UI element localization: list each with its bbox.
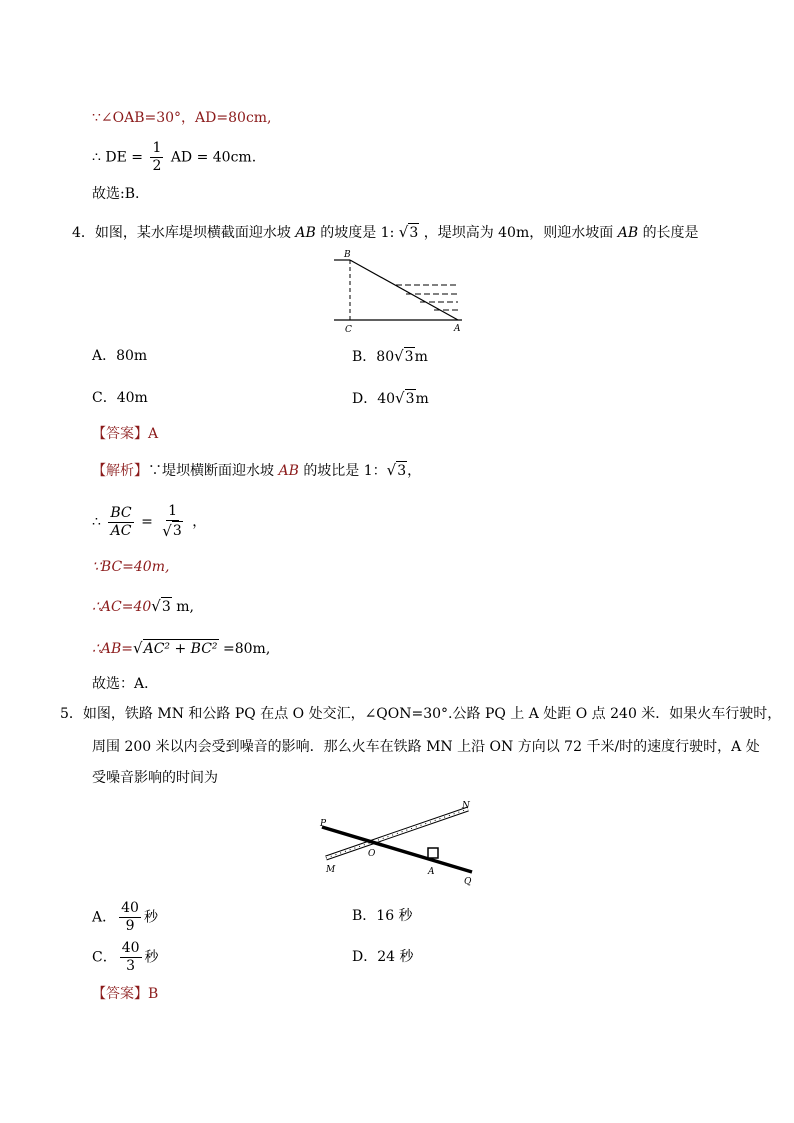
q4-ab-radicand: AC² + BC² [143,641,218,657]
therefore-symbol: ∴ [92,514,101,530]
q4-option-b-sqrt: √ 3 [394,347,414,365]
q4-analysis-line1 [92,460,421,481]
q5-line1: 5．如图，铁路 MN 和公路 PQ 在点 O 处交汇，∠QON=30°.公路 PQ 上 A 处距 O 点 240 米．如果火车行驶时， [60,706,782,722]
q4-ac-prefix: ∴AC=40 [92,599,152,615]
q4-label-b: B [344,250,351,260]
q5-label-a: A [428,867,435,877]
q4-stem-c: ，堤坝高为 40m，则迎水坡面 [423,225,614,241]
q5-option-a-den: 9 [125,918,135,934]
q4-option-d-unit: m [415,391,429,407]
q5-option-a [92,900,158,935]
q5-road-figure [312,800,482,892]
q4-ratio-den2-sqrt: 3 [172,523,182,539]
q4-option-b-prefix: B．80 [352,349,395,365]
q4-analysis-tag: 【解析】 [92,463,148,479]
q4-ratio-den: AC [110,522,132,539]
q5-option-a-num: 40 [121,900,139,916]
q5-label-q: Q [464,877,472,887]
q4-ratio-num2: 1 [168,503,177,519]
q5-option-a-unit: 秒 [143,909,158,926]
q4-stem-ab: AB [295,225,316,241]
q4-stem-sqrt: √ 3 [398,223,419,241]
q4-ratio-frac-left [108,505,133,540]
q4-answer: 【答案】A [92,426,159,442]
q4-option-b [352,346,428,367]
prev-solution-line3: 故选:B. [92,186,140,202]
q4-option-b-sqrt-value: 3 [404,349,414,365]
q5-option-c-den: 3 [126,958,136,974]
q4-stem [72,222,699,243]
q4-ab-prefix: ∴AB= [92,641,134,657]
q5-answer: 【答案】B [92,986,159,1002]
prev-fraction [150,140,163,175]
q5-option-a-label: A． [92,909,117,926]
q4-analysis-ab: AB [278,463,299,479]
q5-label-m: M [326,865,336,875]
q4-analysis-sqrt-value: 3 [397,463,407,479]
q4-analysis-sqrt: √ 3 [386,461,407,479]
q4-ac-line [92,596,194,617]
prev-frac-num: 1 [152,140,162,156]
q5-option-c-frac [120,940,142,975]
q5-label-o: O [368,849,376,859]
q5-option-b: B．16 秒 [352,908,413,924]
q4-ac-sqrt: √ 3 [151,597,171,615]
q4-option-d-prefix: D．40 [352,391,396,407]
q5-option-d: D．24 秒 [352,949,414,965]
q4-ratio-frac-right [160,503,184,541]
q5-label-p: P [320,819,327,829]
q5-line2: 周围 200 米以内会受到噪音的影响．那么火车在铁路 MN 上沿 ON 方向以 72 千米/时的速度行驶时，A 处 [92,739,760,755]
q5-option-c-unit: 秒 [144,949,159,966]
prev-frac-den: 2 [152,158,162,174]
q4-stem-sqrt-value: 3 [409,225,419,241]
q4-ac-unit: m, [171,599,194,615]
prev-line2-prefix: ∴ DE = [92,149,143,166]
q4-ab-line [92,638,270,659]
prev-solution-line1: ∵∠OAB=30°，AD=80cm, [92,110,272,126]
q4-stem-d: 的长度是 [642,225,699,241]
q4-stem-b: 的坡度是 1: [320,225,395,241]
q4-ratio-num: BC [110,504,132,521]
q4-ratio-line [92,503,206,541]
q5-building-icon [428,848,438,858]
q4-analysis-text2: 的坡比是 1： [303,463,387,479]
q4-choose: 故选：A． [92,676,159,692]
q4-slope-ab [350,260,458,320]
comma: ， [192,514,207,530]
q4-stem-ab2: AB [617,225,639,241]
q5-option-c [92,940,159,975]
q4-option-c: C．40m [92,390,148,406]
q4-label-c: C [345,325,352,335]
q4-ab-sqrt: √ AC² + BC² [133,639,218,657]
q4-option-b-unit: m [414,349,428,365]
q4-bc-line: ∵BC=40m, [92,559,170,575]
q4-analysis-text: ∵堤坝横断面迎水坡 [148,463,274,479]
q4-dam-figure [330,248,470,336]
q4-label-a: A [454,324,461,334]
q5-option-c-num: 40 [121,940,140,956]
q4-option-d-sqrt-value: 3 [405,391,415,407]
q5-option-c-label: C． [92,949,117,966]
equals-symbol: = [141,514,153,530]
q4-stem-a: 4．如图，某水库堤坝横截面迎水坡 [72,225,291,241]
q4-option-d-sqrt: √ 3 [395,389,415,407]
q4-option-d [352,388,429,409]
q5-label-n: N [462,801,470,811]
q4-ratio-den2: √ 3 [162,522,182,540]
q4-ac-sqrt-value: 3 [161,599,171,615]
q4-analysis-text3: ， [407,463,422,479]
q4-ab-suffix: =80m, [223,641,271,657]
q5-option-a-frac [119,900,141,935]
prev-line2-suffix: AD = 40cm. [170,149,257,166]
prev-solution-line2 [92,140,256,175]
q5-line3: 受噪音影响的时间为 [92,770,218,786]
q4-option-a: A．80m [92,348,148,364]
